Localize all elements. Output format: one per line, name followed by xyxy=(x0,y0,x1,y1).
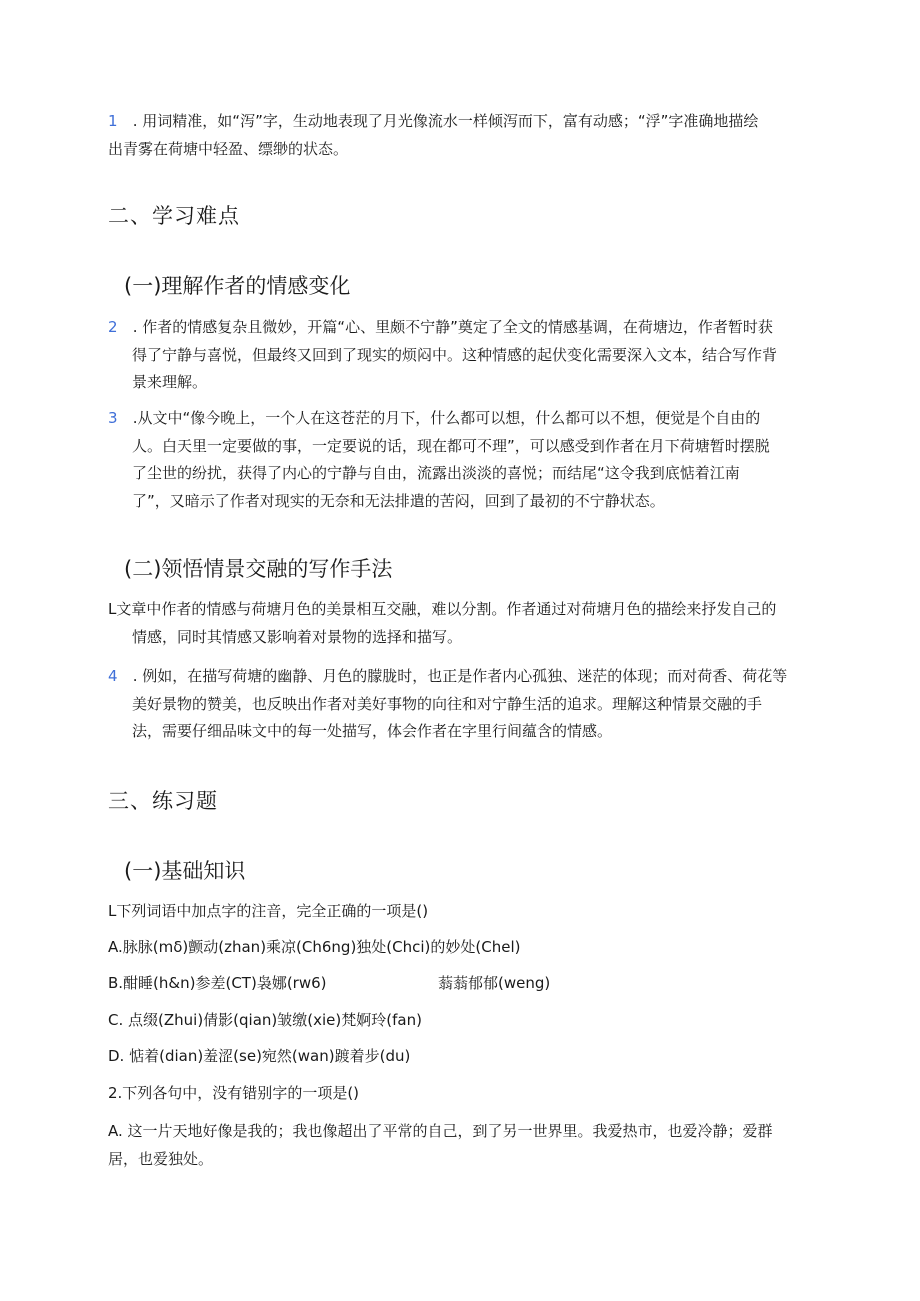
item-text: L文章中作者的情感与荷塘月色的美景相互交融，难以分割。作者通过对荷塘月色的描绘来抒发自己的 xyxy=(108,600,777,618)
item-number: 4 xyxy=(108,667,118,685)
section-heading: 二、学习难点 xyxy=(108,204,240,228)
question-stem: L下列词语中加点字的注音，完全正确的一项是() xyxy=(108,902,429,920)
item-text: . 作者的情感复杂且微妙，开篇“心、里颇不宁静”奠定了全文的情感基调，在荷塘边，作者暂时获 xyxy=(128,318,773,336)
option-text: 居，也爱独处。 xyxy=(108,1149,214,1168)
item-text: . 用词精准，如“泻”字，生动地表现了月光像流水一样倾泻而下，富有动感；“浮”字准确地描绘 xyxy=(128,112,759,130)
option-d: D. 惦着(dian)羞涩(se)宛然(wan)踱着步(du) xyxy=(108,1047,411,1065)
list-item-2 xyxy=(108,314,808,397)
subsection-heading: (二)领悟情景交融的写作手法 xyxy=(124,557,393,581)
section-heading: 三、练习题 xyxy=(108,789,218,813)
item-text: .从文中“像今晚上，一个人在这苍茫的月下，什么都可以想，什么都可以不想，便觉是个自由的 xyxy=(128,409,761,427)
option-text: A. 这一片天地好像是我的；我也像超出了平常的自己，到了另一世界里。我爱热市，也爱冷静；爱群 xyxy=(108,1122,773,1140)
option-a xyxy=(108,1118,808,1173)
item-text: . 例如，在描写荷塘的幽静、月色的朦胧时，也正是作者内心孤独、迷茫的体现；而对荷香、荷花等 xyxy=(128,667,788,685)
item-text: 出青雾在荷塘中轻盈、缥缈的状态。 xyxy=(108,139,349,158)
item-text: 人。白天里一定要做的事，一定要说的话，现在都可不理”，可以感受到作者在月下荷塘暂时摆脱 xyxy=(132,436,770,455)
subsection-heading: (一)基础知识 xyxy=(124,859,246,883)
item-number: 3 xyxy=(108,409,118,427)
item-text: 情感，同时其情感又影响着对景物的选择和描写。 xyxy=(132,627,463,646)
item-text: 了”，又暗示了作者对现实的无奈和无法排遣的苦闷，回到了最初的不宁静状态。 xyxy=(132,491,665,510)
item-number: 1 xyxy=(108,112,118,130)
item-number: 2 xyxy=(108,318,118,336)
list-item-1 xyxy=(108,108,808,163)
option-b-text: B.酣睡(h&n)参差(CT)袅娜(rw6) xyxy=(108,974,327,992)
option-b-text-right: 蓊蓊郁郁(weng) xyxy=(438,974,551,992)
item-text: 法，需要仔细品味文中的每一处描写，体会作者在字里行间蕴含的情感。 xyxy=(132,722,613,740)
option-a: A.脉脉(mδ)颤动(zhan)乘凉(Ch6ng)独处(Chci)的妙处(Chel) xyxy=(108,938,521,956)
item-text: 了尘世的纷扰，获得了内心的宁静与自由，流露出淡淡的喜悦；而结尾“这令我到底惦着江南 xyxy=(132,464,740,482)
option-c: C. 点缀(Zhui)倩影(qian)皱缴(xie)梵婀玲(fan) xyxy=(108,1011,422,1029)
question-stem: 2.下列各句中，没有错别字的一项是() xyxy=(108,1084,360,1102)
subsection-heading: (一)理解作者的情感变化 xyxy=(124,274,351,298)
option-b xyxy=(108,970,551,997)
list-item-L1 xyxy=(108,596,808,651)
list-item-3 xyxy=(108,405,808,515)
item-text: 美好景物的赞美，也反映出作者对美好事物的向往和对宁静生活的追求。理解这种情景交融的手 xyxy=(132,694,763,713)
list-item-4 xyxy=(108,663,808,746)
item-text: 得了宁静与喜悦，但最终又回到了现实的烦闷中。这种情感的起伏变化需要深入文本，结合写作背 xyxy=(132,345,778,364)
item-text: 景来理解。 xyxy=(132,373,208,391)
